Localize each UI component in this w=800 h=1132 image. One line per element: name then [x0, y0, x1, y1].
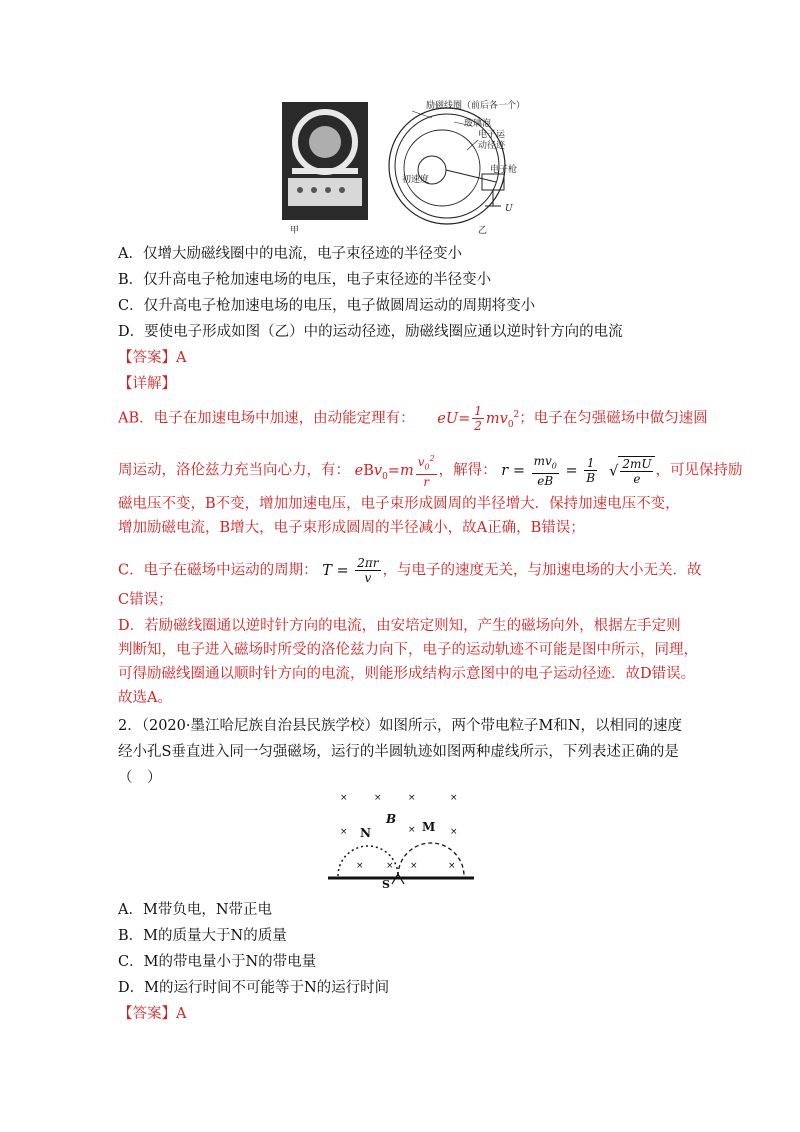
detail-text: C．电子在磁场中运动的周期： — [118, 562, 318, 579]
q1-option-b: B．仅升高电子枪加速电场的电压，电子束径迹的半径变小 — [118, 272, 492, 288]
label-b: B — [386, 812, 397, 826]
label-m: M — [422, 820, 436, 834]
answer-letter: A — [176, 350, 187, 366]
formula-radius: r = $\frac{mv_0}{eB}$ = $\frac{1}{B}$ √ $\frac{2mU}{e}$ — [501, 463, 655, 479]
q2-stem-3: （ ） — [118, 770, 162, 786]
q2-option-b: B．M的质量大于N的质量 — [118, 928, 287, 944]
detail-line-3: 磁电压不变，B不变，增加加速电压，电子束形成圆周的半径增大．保持加速电压不变， — [118, 496, 680, 512]
callout-trajectory: 电子运动径迹 — [478, 130, 506, 151]
svg-text:×: × — [408, 793, 416, 803]
q1-answer — [118, 348, 186, 368]
detail-line-10: 故选A。 — [118, 690, 172, 706]
answer-tag: 【答案】 — [118, 1006, 176, 1022]
figure-semicircles — [326, 786, 476, 890]
q1-option-a: A．仅增大励磁线圈中的电流，电子束径迹的半径变小 — [118, 246, 462, 262]
figure-apparatus — [282, 98, 532, 236]
label-n: N — [360, 826, 371, 840]
q2-stem-1: 2．（2020·墨江哈尼族自治县民族学校）如图所示，两个带电粒子M和N，以相同的速度 — [118, 718, 683, 734]
detail-text: ，解得： — [438, 462, 497, 479]
svg-text:×: × — [450, 827, 458, 837]
callout-gun: 电子枪 — [490, 165, 518, 175]
answer-letter: A — [176, 1006, 187, 1022]
formula-energy: eU= $\frac{1}{2}$ $mv_0^2$ — [437, 404, 520, 433]
detail-line-2 — [118, 452, 742, 489]
label-jia: 甲 — [290, 226, 300, 236]
q2-option-a: A．M带负电，N带正电 — [118, 902, 273, 918]
detail-line-7: D．若励磁线圈通以逆时针方向的电流，由安培定则知，产生的磁场向外，根据左手定则 — [118, 618, 681, 634]
q1-option-c: C．仅升高电子枪加速电场的电压，电子做圆周运动的周期将变小 — [118, 298, 536, 314]
svg-text:×: × — [448, 861, 456, 871]
detail-line-5 — [118, 556, 702, 585]
formula-lorentz: eBv$_0$=m $\frac{v_0^2}{r}$ — [354, 454, 435, 490]
detail-text: ，与电子的速度无关，与加速电场的大小无关．故 — [382, 562, 702, 579]
svg-text:×: × — [356, 861, 364, 871]
svg-text:×: × — [408, 825, 416, 835]
detail-line-8: 判断知，电子进入磁场时所受的洛伦兹力向下，电子的运动轨迹不可能是图中所示，同理， — [118, 642, 698, 658]
semicircle-drawing — [326, 786, 476, 890]
detail-line-6: C错误； — [118, 592, 173, 608]
q2-option-c: C．M的带电量小于N的带电量 — [118, 954, 317, 970]
detail-text: ；电子在匀强磁场中做匀速圆 — [519, 410, 708, 427]
detail-text: ，可见保持励 — [655, 462, 743, 479]
answer-tag: 【答案】 — [118, 350, 176, 366]
label-u: U — [505, 204, 513, 214]
callout-glass-bulb: 玻璃泡 — [464, 119, 492, 129]
label-yi: 乙 — [478, 226, 488, 236]
callout-initial-velocity: 初速度 — [402, 175, 430, 185]
q2-option-d: D．M的运行时间不可能等于N的运行时间 — [118, 980, 390, 996]
detail-line-9: 可得励磁线圈通以顺时针方向的电流，则能形成结构示意图中的电子运动径迹．故D错误。 — [118, 666, 696, 682]
detail-tag: 【详解】 — [118, 376, 176, 392]
q2-stem-2: 经小孔S垂直进入同一匀强磁场，运行的半圆轨迹如图两种虚线所示，下列表述正确的是 — [118, 744, 679, 760]
q2-answer — [118, 1004, 186, 1024]
svg-text:×: × — [410, 861, 418, 871]
svg-text:×: × — [386, 861, 394, 871]
label-s: S — [382, 878, 390, 891]
svg-text:×: × — [340, 827, 348, 837]
formula-period: T = $\frac{2\pi r}{v}$ — [322, 556, 379, 585]
detail-text: AB．电子在加速电场中加速，由动能定理有： — [118, 410, 415, 427]
svg-text:×: × — [374, 793, 382, 803]
svg-text:×: × — [450, 793, 458, 803]
detail-line-1 — [118, 404, 708, 434]
detail-line-4: 增加励磁电流，B增大，电子束形成圆周的半径减小，故A正确，B错误； — [118, 520, 585, 536]
detail-text: 周运动，洛伦兹力充当向心力，有： — [118, 462, 350, 479]
q1-option-d: D．要使电子形成如图（乙）中的运动径迹，励磁线圈应通以逆时针方向的电流 — [118, 324, 623, 340]
svg-text:×: × — [340, 793, 348, 803]
callout-coils: 励磁线圈（前后各一个） — [426, 101, 526, 111]
